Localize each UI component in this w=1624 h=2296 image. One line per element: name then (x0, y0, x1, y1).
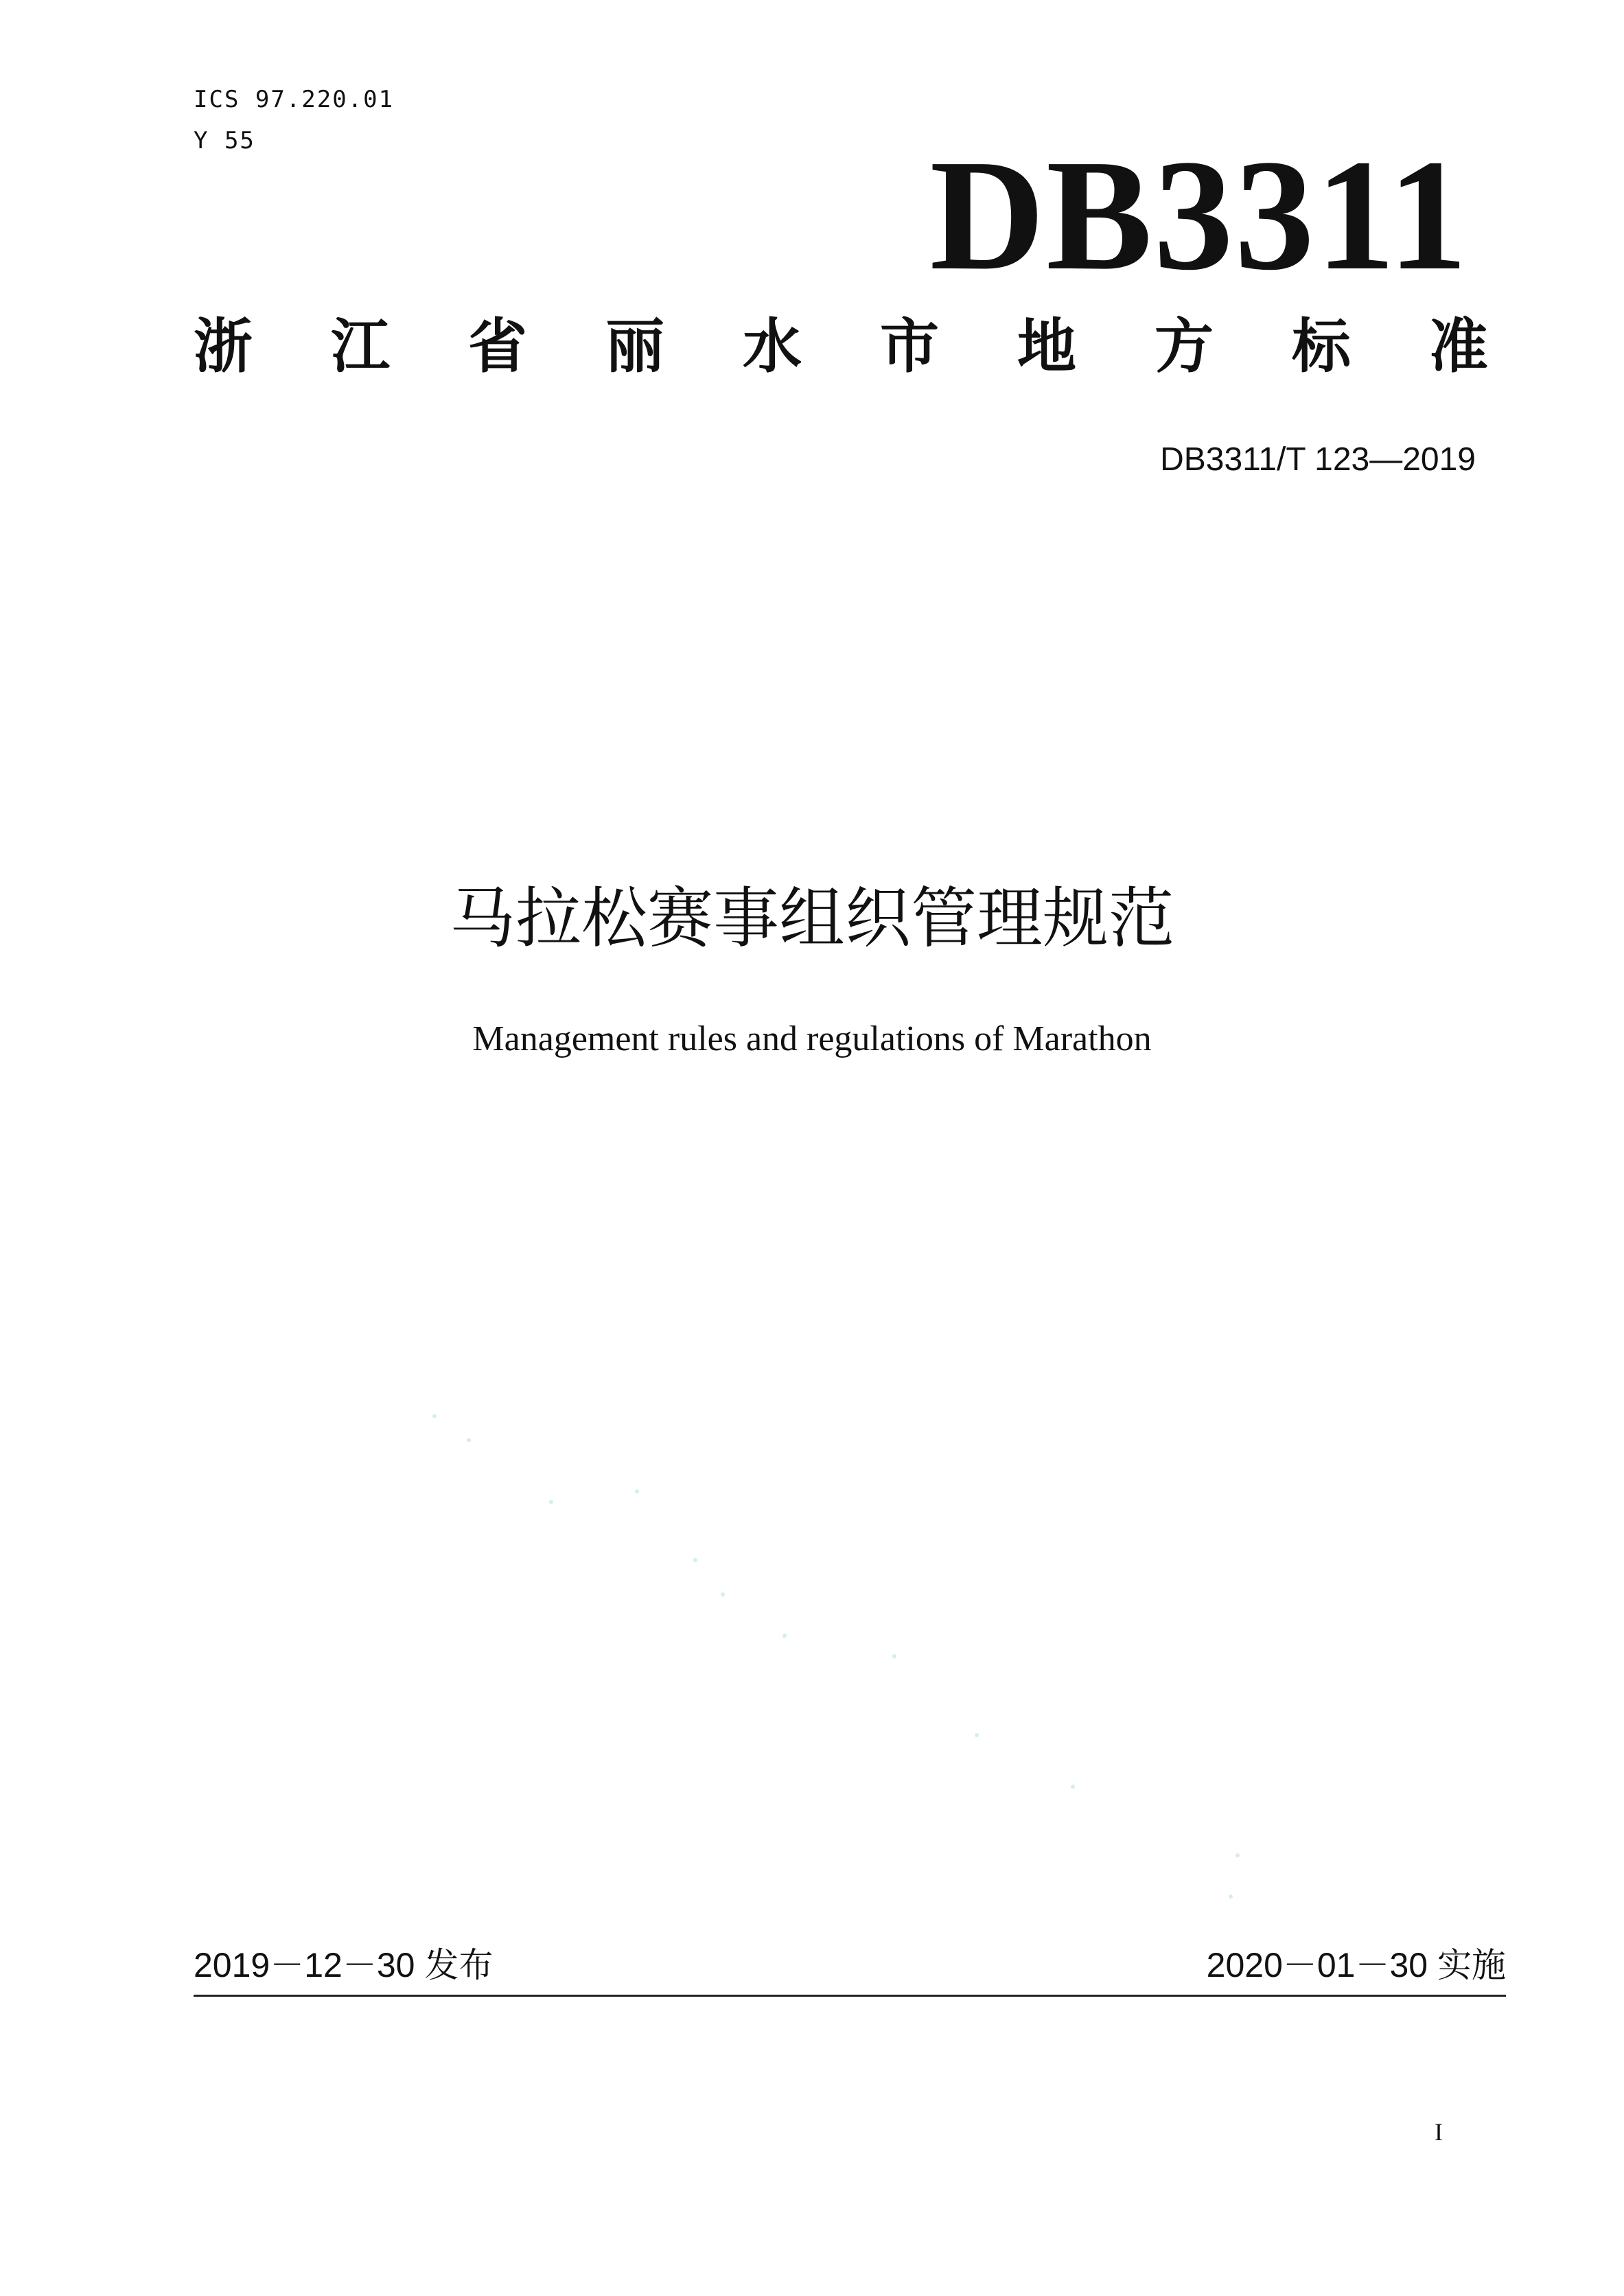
issue-date: 2019－12－30 发布 (194, 1946, 494, 1984)
speckle (635, 1489, 639, 1494)
category-char: 方 (1155, 312, 1214, 381)
classification-code: Y 55 (194, 127, 255, 154)
category-char: 丽 (605, 312, 664, 381)
page-number: I (1435, 2118, 1443, 2146)
speckle (1071, 1785, 1075, 1789)
speckle (467, 1438, 471, 1442)
speckle (721, 1592, 725, 1597)
category-char: 市 (880, 312, 939, 381)
ics-code: ICS 97.220.01 (194, 86, 395, 113)
category-char: 省 (468, 312, 527, 381)
speckle (549, 1500, 553, 1504)
category-char: 标 (1292, 312, 1351, 381)
speckle (782, 1634, 787, 1638)
standard-number: DB3311/T 123—2019 (1160, 441, 1476, 478)
speckle (892, 1654, 896, 1658)
document-title-english: Management rules and regulations of Marathon (472, 1019, 1152, 1058)
category-char: 准 (1429, 312, 1488, 381)
standard-category (194, 312, 1488, 381)
footer-divider (194, 1995, 1506, 1997)
speckle (1236, 1853, 1240, 1857)
speckle (975, 1733, 979, 1737)
category-char: 江 (331, 312, 390, 381)
speckle (432, 1414, 437, 1418)
category-char: 地 (1017, 312, 1076, 381)
category-char: 水 (743, 312, 802, 381)
standard-logo: DB3311 (929, 127, 1469, 303)
category-char: 浙 (194, 312, 253, 381)
speckle (1229, 1894, 1233, 1899)
speckle (693, 1558, 697, 1562)
document-title-chinese: 马拉松赛事组织管理规范 (450, 880, 1174, 957)
effective-date: 2020－01－30 实施 (1206, 1946, 1506, 1984)
